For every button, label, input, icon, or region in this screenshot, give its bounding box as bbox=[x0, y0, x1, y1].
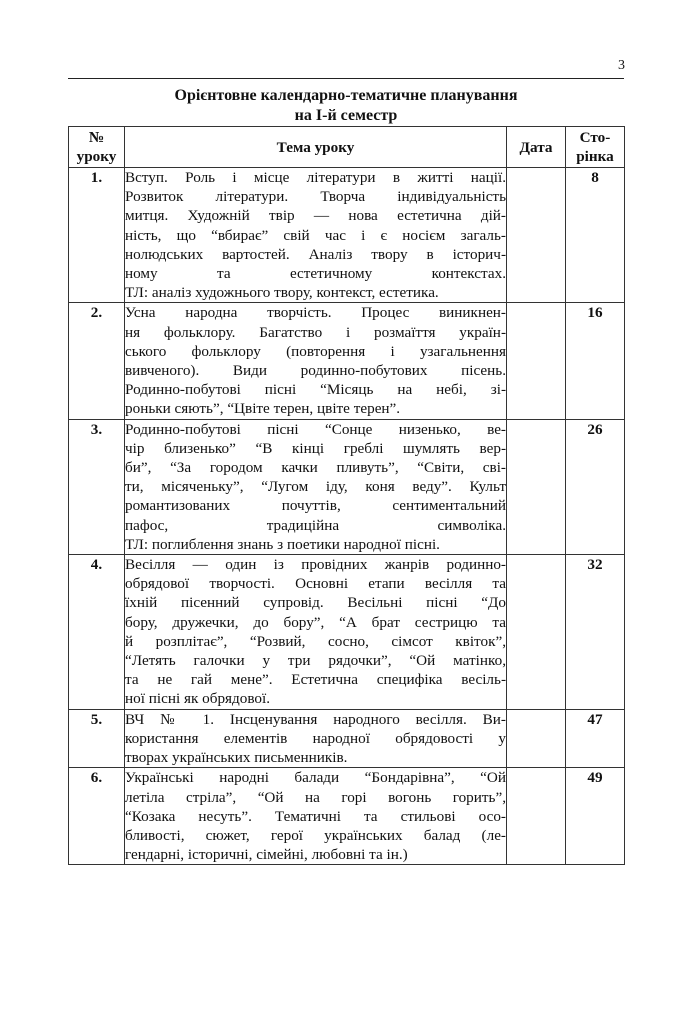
lesson-topic-line: “Летять галочки у три рядочки”, “Ой матінко, bbox=[125, 652, 506, 670]
lesson-topic-line: “Козака несуть”. Тематичні та стильові осо- bbox=[125, 807, 506, 825]
lesson-topic-line: й розплітає”, “Розвий, сосно, сімсот квіток”, bbox=[125, 632, 506, 650]
lesson-topic-line: пафос, традиційна символіка. bbox=[125, 516, 506, 534]
lesson-topic bbox=[125, 168, 507, 303]
lesson-topic-line: творах українських письменників. bbox=[125, 749, 348, 767]
lesson-topic-line: ТЛ: поглиблення знань з поетики народної пісні. bbox=[125, 535, 440, 553]
lesson-topic-line: бору, дружечки, до бору”, “А брат сестрицю та bbox=[125, 613, 506, 631]
header-rule bbox=[68, 78, 624, 79]
lesson-topic-line: Родинно-побутові пісні “Сонце низенько, ве- bbox=[125, 420, 506, 438]
lesson-topic-line: Українські народні балади “Бондарівна”, “Ой bbox=[125, 769, 506, 787]
lesson-topic-line: ність, що “вбирає” свій час і є носієм загаль- bbox=[125, 226, 506, 244]
lesson-topic-line: Весілля — один із провідних жанрів родинно- bbox=[125, 556, 506, 574]
lesson-topic-line: Родинно-побутові пісні “Місяць на небі, зі- bbox=[125, 381, 506, 399]
lesson-topic bbox=[125, 555, 507, 710]
table-row bbox=[69, 419, 625, 554]
lesson-topic-line: романтизованих почуттів, сентиментальний bbox=[125, 497, 506, 515]
lesson-topic-line: нолюдських вартостей. Аналіз твору в історич- bbox=[125, 245, 506, 263]
lesson-page: 32 bbox=[566, 555, 625, 710]
lesson-topic-line: ТЛ: аналіз художнього твору, контекст, естетика. bbox=[125, 284, 439, 302]
lesson-number: 2. bbox=[69, 303, 125, 419]
lesson-date bbox=[507, 709, 566, 768]
table-row bbox=[69, 168, 625, 303]
lesson-plan-table bbox=[68, 126, 625, 865]
lesson-topic-line: ВЧ № 1. Інсценування народного весілля. Ви- bbox=[125, 710, 506, 728]
lesson-topic bbox=[125, 303, 507, 419]
lesson-date bbox=[507, 168, 566, 303]
header-lesson-topic: Тема уроку bbox=[125, 127, 507, 168]
title-line-2: на І-й семестр bbox=[294, 107, 398, 124]
lesson-page: 49 bbox=[566, 768, 625, 865]
lesson-number: 5. bbox=[69, 709, 125, 768]
lesson-topic-line: користання елементів народної обрядовості у bbox=[125, 729, 506, 747]
lesson-topic bbox=[125, 709, 507, 768]
table-row bbox=[69, 768, 625, 865]
title-line-1: Орієнтовне календарно-тематичне планування bbox=[174, 87, 518, 104]
lesson-topic-line: та не гай мене”. Естетична специфіка весіль- bbox=[125, 671, 506, 689]
lesson-topic-line: митця. Художній твір — нова естетична дій- bbox=[125, 207, 506, 225]
header-page-line-1: Сто- bbox=[579, 129, 611, 146]
lesson-topic-line: ня фольклору. Багатство і розмаїття україн- bbox=[125, 323, 506, 341]
lesson-topic-line: ти, місяченьку”, “Лугом іду, коня веду”. Культ bbox=[125, 478, 506, 496]
lesson-topic-line: бливості, сюжет, герої українських балад (ле- bbox=[125, 826, 506, 844]
lesson-date bbox=[507, 303, 566, 419]
table-header-row bbox=[69, 127, 625, 168]
lesson-topic-line: Вступ. Роль і місце літератури в житті нації. bbox=[125, 169, 506, 186]
lesson-topic-line: би”, “За городом качки пливуть”, “Світи, сві- bbox=[125, 459, 506, 477]
lesson-topic-line: вивченого). Види родинно-побутових пісень. bbox=[125, 362, 506, 380]
lesson-topic bbox=[125, 768, 507, 865]
lesson-topic-line: летіла стріла”, “Ой на горі вогонь горить”, bbox=[125, 788, 506, 806]
lesson-topic-line: Усна народна творчість. Процес виникнен- bbox=[125, 304, 506, 322]
header-lesson-number bbox=[69, 127, 125, 168]
lesson-topic-line: ному та естетичному контекстах. bbox=[125, 265, 506, 283]
lesson-number: 6. bbox=[69, 768, 125, 865]
page-title bbox=[68, 86, 624, 126]
lesson-date bbox=[507, 555, 566, 710]
lesson-topic-line: ського фольклору (повторення і узагальнення bbox=[125, 342, 506, 360]
table-body bbox=[69, 168, 625, 865]
lesson-topic-line: Розвиток літератури. Творча індивідуальність bbox=[125, 188, 506, 206]
table-row bbox=[69, 303, 625, 419]
lesson-topic-line: їхній пісенний супровід. Весільні пісні “До bbox=[125, 594, 506, 612]
header-page bbox=[566, 127, 625, 168]
lesson-date bbox=[507, 768, 566, 865]
table-row bbox=[69, 555, 625, 710]
lesson-page: 26 bbox=[566, 419, 625, 554]
lesson-topic-line: чір близенько” “В кінці греблі шумлять вер- bbox=[125, 439, 506, 457]
lesson-date bbox=[507, 419, 566, 554]
lesson-page: 16 bbox=[566, 303, 625, 419]
lesson-number: 3. bbox=[69, 419, 125, 554]
header-date: Дата bbox=[507, 127, 566, 168]
page-number: 3 bbox=[618, 58, 625, 73]
header-lesson-number-line-1: № bbox=[88, 129, 105, 146]
lesson-topic-line: обрядової творчості. Основні етапи весілля та bbox=[125, 575, 506, 593]
header-lesson-number-line-2: уроку bbox=[76, 148, 117, 165]
lesson-page: 8 bbox=[566, 168, 625, 303]
lesson-number: 1. bbox=[69, 168, 125, 303]
lesson-topic bbox=[125, 419, 507, 554]
lesson-page: 47 bbox=[566, 709, 625, 768]
lesson-topic-line: роньки сяють”, “Цвіте терен, цвіте терен”. bbox=[125, 400, 401, 418]
header-page-line-2: рінка bbox=[576, 148, 614, 165]
table-row bbox=[69, 709, 625, 768]
lesson-topic-line: гендарні, історичні, сімейні, любовні та ін.) bbox=[125, 846, 408, 864]
lesson-number: 4. bbox=[69, 555, 125, 710]
lesson-topic-line: ної пісні як обрядової. bbox=[125, 690, 271, 708]
